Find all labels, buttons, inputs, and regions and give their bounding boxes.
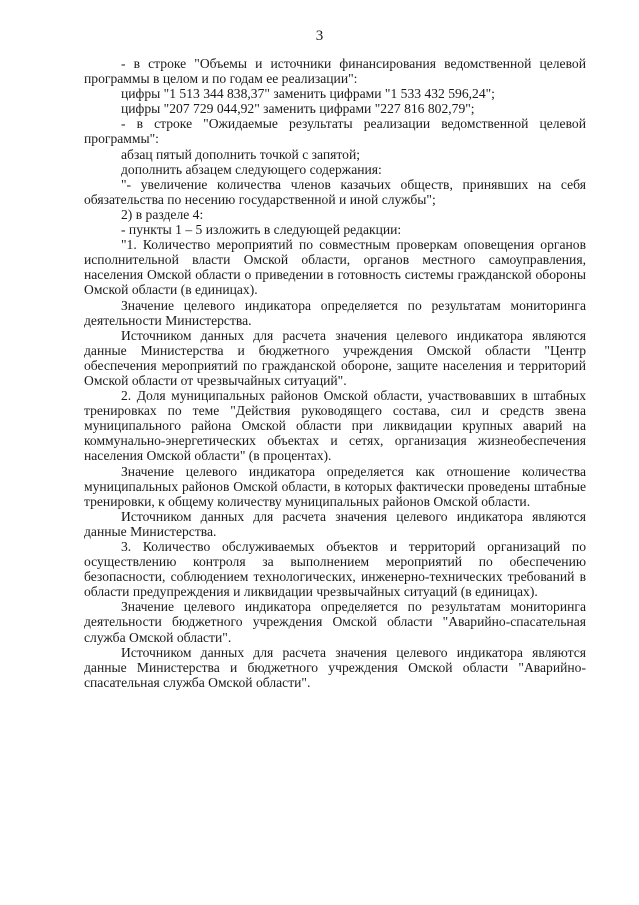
paragraph: Значение целевого индикатора определяется по результатам мониторинга деятельности Министерства. bbox=[84, 297, 586, 328]
document-body bbox=[84, 56, 586, 690]
paragraph: 3. Количество обслуживаемых объектов и территорий организаций по осуществлению контроля за выполнением мероприятий по обеспечению безопасности, соблюдением технологических, инженерно-технических требований в области предупреждения и ликвидации чрезвычайных ситуаций (в единицах). bbox=[84, 539, 586, 600]
paragraph: 2) в разделе 4: bbox=[121, 206, 204, 222]
paragraph: Источником данных для расчета значения целевого индикатора являются данные Министерства и бюджетного учреждения Омской области "Аварийно-спасательная служба Омской области". bbox=[84, 644, 586, 690]
paragraph: цифры "207 729 044,92" заменить цифрами "227 816 802,79"; bbox=[121, 101, 475, 117]
paragraph: цифры "1 513 344 838,37" заменить цифрами "1 533 432 596,24"; bbox=[121, 86, 495, 102]
paragraph: "1. Количество мероприятий по совместным проверкам оповещения органов исполнительной власти Омской области, органов местного самоуправления, населения Омской области о приведении в готовность системы гражданской обороны Омской области (в единицах). bbox=[84, 237, 586, 298]
paragraph: - пункты 1 – 5 изложить в следующей редакции: bbox=[121, 222, 402, 238]
paragraph: "- увеличение количества членов казачьих обществ, принявших на себя обязательства по несению государственной и иной службы"; bbox=[84, 176, 586, 207]
paragraph: - в строке "Объемы и источники финансирования ведомственной целевой программы в целом и по годам ее реализации": bbox=[84, 56, 586, 87]
paragraph: Источником данных для расчета значения целевого индикатора являются данные Министерства и бюджетного учреждения Омской области "Центр обеспечения мероприятий по гражданской обороне, защите населения и территорий Омской области от чрезвычайных ситуаций". bbox=[84, 327, 586, 388]
paragraph: Значение целевого индикатора определяется по результатам мониторинга деятельности бюджетного учреждения Омской области "Аварийно-спасательная служба Омской области". bbox=[84, 599, 586, 645]
paragraph: дополнить абзацем следующего содержания: bbox=[121, 161, 382, 177]
paragraph: абзац пятый дополнить точкой с запятой; bbox=[121, 146, 360, 162]
page-number: 3 bbox=[315, 28, 324, 44]
paragraph: - в строке "Ожидаемые результаты реализации ведомственной целевой программы": bbox=[84, 116, 586, 147]
paragraph: Источником данных для расчета значения целевого индикатора являются данные Министерства. bbox=[84, 508, 586, 539]
paragraph: Значение целевого индикатора определяется как отношение количества муниципальных районов Омской области, в которых фактически проведены штабные тренировки, к общему количеству муниципальных районов Омской области. bbox=[84, 463, 586, 509]
paragraph: 2. Доля муниципальных районов Омской области, участвовавших в штабных тренировках по теме "Действия руководящего состава, сил и средств звена муниципального района Омской области при ликвидации крупных аварий на коммунально-энергетических объектах и сетях, организация жизнеобеспечения населения Омской области" (в процентах). bbox=[84, 388, 586, 464]
